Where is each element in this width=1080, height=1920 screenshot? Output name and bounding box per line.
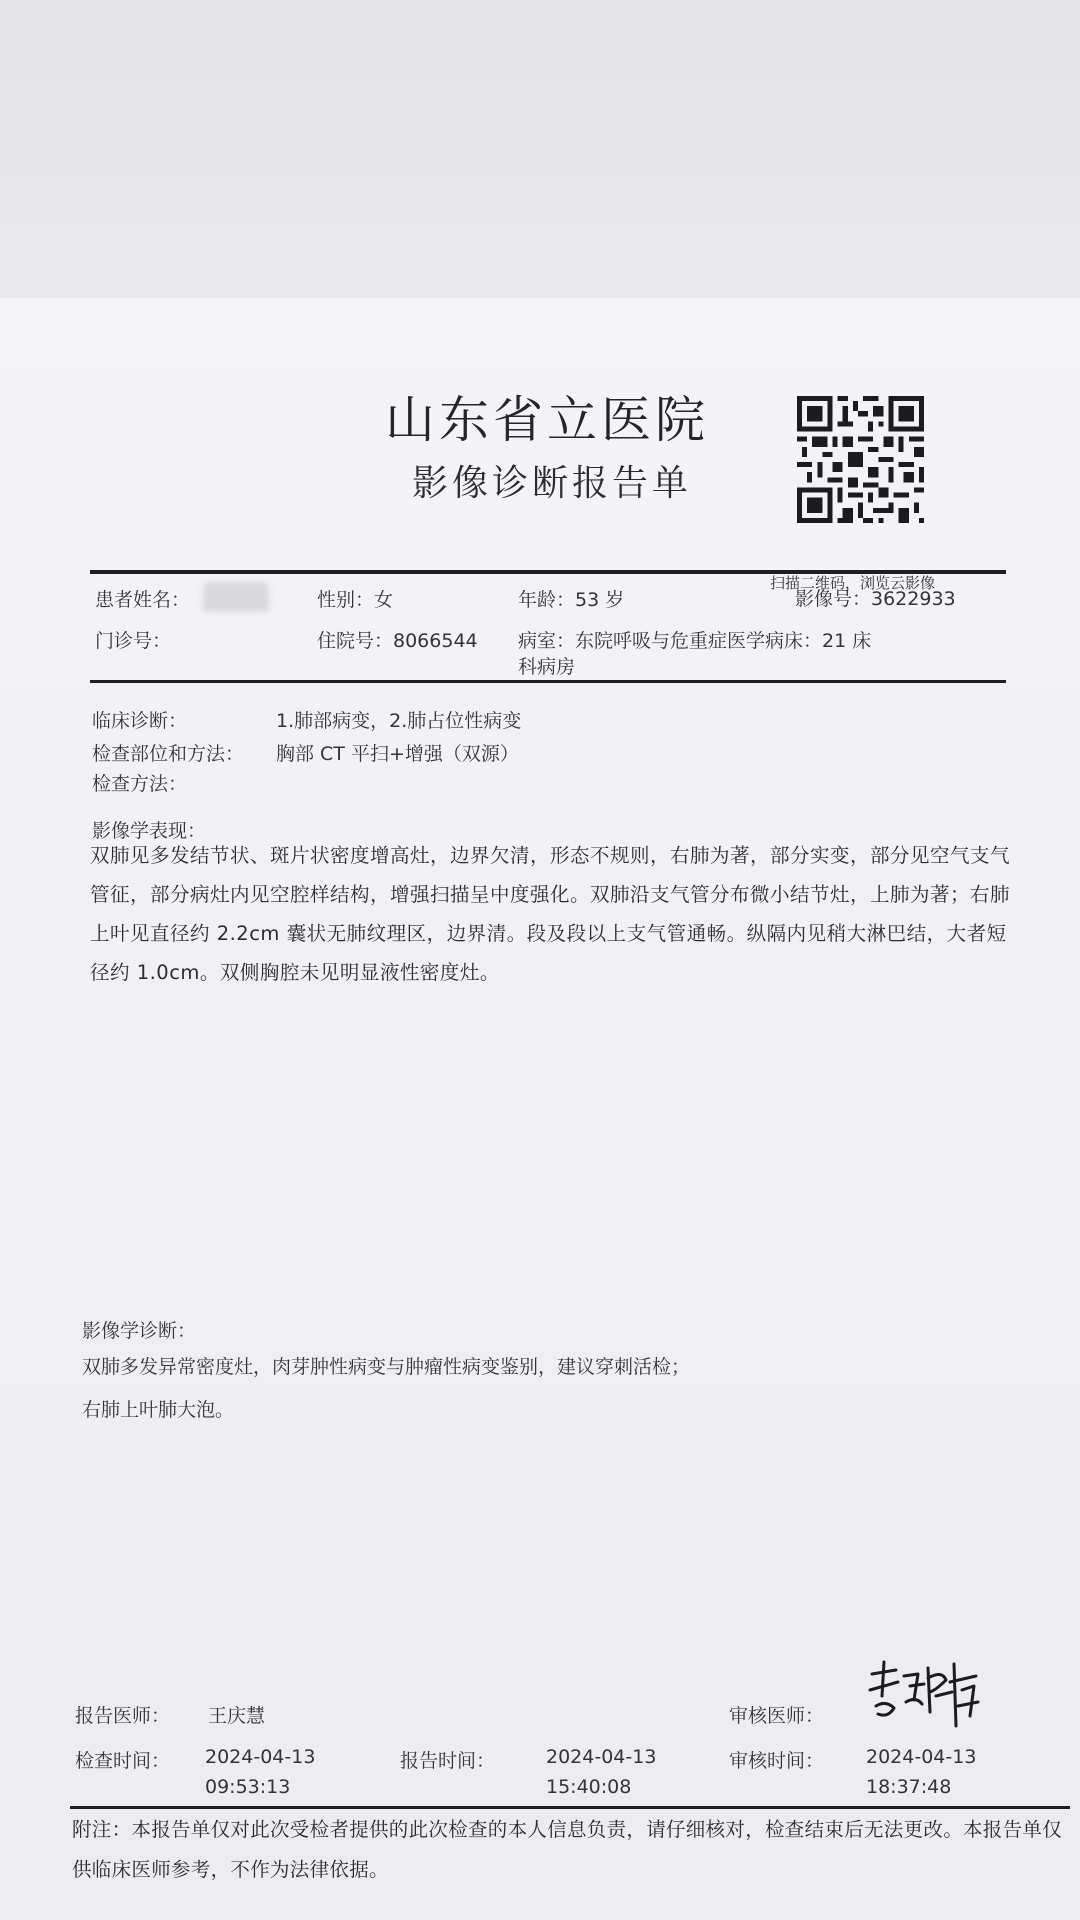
review-time-label: 审核时间：	[729, 1750, 825, 1772]
findings-label: 影像学表现：	[92, 820, 207, 842]
ward-line-1: 病室：东院呼吸与危重症医学病床：21 床	[518, 630, 872, 652]
patient-age: 年龄：53 岁	[518, 589, 625, 611]
diagnosis-line-2: 右肺上叶肺大泡。	[82, 1399, 235, 1421]
outpatient-number-label: 门诊号：	[95, 630, 172, 652]
report-clock: 15:40:08	[546, 1776, 632, 1798]
exam-time-label: 检查时间：	[75, 1750, 171, 1772]
findings-text: 双肺见多发结节状、斑片状密度增高灶，边界欠清，形态不规则，右肺为著，部分实变，部分见空气支气管征，部分病灶内见空腔样结构，增强扫描呈中度强化。双肺沿支气管分布微小结节灶，上肺为著；右肺上叶见直径约 2.2cm 囊状无肺纹理区，边界清。段及段以上支气管通畅。纵隔内见稍大淋巴结，大者短径约 1.0cm。双侧胸腔未见明显液性密度灶。	[90, 844, 1011, 984]
qr-caption: 扫描二维码，浏览云影像	[770, 574, 936, 592]
diagnosis-label: 影像学诊断：	[82, 1320, 197, 1342]
exam-site-method-value: 胸部 CT 平扫+增强（双源）	[276, 743, 519, 765]
patient-gender: 性别：女	[317, 589, 394, 611]
exam-date: 2024-04-13	[205, 1746, 316, 1768]
patient-name-label: 患者姓名：	[95, 589, 191, 611]
inpatient-number: 住院号：8066544	[317, 630, 478, 652]
clinical-diagnosis-label: 临床诊断：	[92, 710, 188, 732]
clinical-diagnosis-value: 1.肺部病变，2.肺占位性病变	[276, 710, 522, 732]
header-bottom-rule	[90, 680, 1006, 683]
hospital-name: 山东省立医院	[385, 391, 709, 449]
footer-rule	[70, 1806, 1070, 1809]
image-number: 影像号：3622933	[795, 588, 956, 610]
exam-site-method-label: 检查部位和方法：	[92, 743, 245, 765]
reviewer-signature	[866, 1656, 982, 1730]
report-time-label: 报告时间：	[400, 1750, 496, 1772]
exam-clock: 09:53:13	[205, 1776, 291, 1798]
footer-note: 附注：本报告单仅对此次受检者提供的此次检查的本人信息负责，请仔细核对，检查结束后无法更改。本报告单仅供临床医师参考，不作为法律依据。	[72, 1818, 1063, 1881]
review-date: 2024-04-13	[866, 1746, 977, 1768]
reviewer-label: 审核医师：	[729, 1705, 825, 1727]
qr-code-icon	[797, 396, 924, 523]
diagnosis-line-1: 双肺多发异常密度灶，肉芽肿性病变与肿瘤性病变鉴别，建议穿刺活检；	[82, 1356, 691, 1378]
report-title: 影像诊断报告单	[412, 463, 693, 504]
reporter-name: 王庆慧	[208, 1705, 266, 1727]
report-date: 2024-04-13	[546, 1746, 657, 1768]
reporter-label: 报告医师：	[75, 1705, 171, 1727]
patient-name-redacted	[203, 582, 269, 612]
review-clock: 18:37:48	[866, 1776, 952, 1798]
exam-method-label: 检查方法：	[92, 773, 188, 795]
ward-line-2: 科病房	[518, 656, 576, 678]
